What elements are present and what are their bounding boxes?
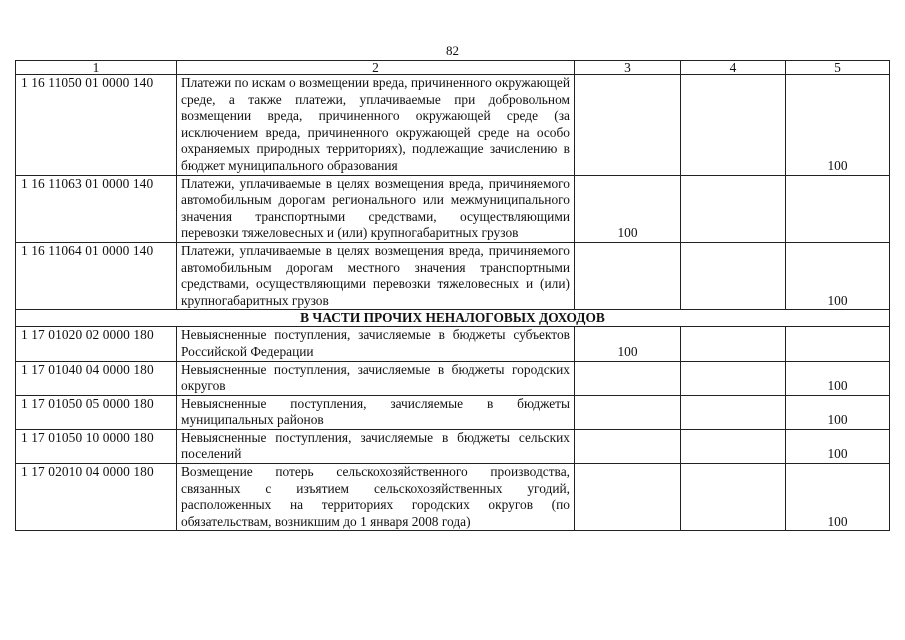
value-col-4 [681,395,786,429]
table-row [16,75,890,176]
value-col-4 [681,361,786,395]
value-col-4 [681,242,786,309]
column-number-row [16,61,890,75]
page-number: 82 [446,43,459,58]
table-row [16,242,890,309]
value-col-5: 100 [786,429,890,463]
value-col-5: 100 [786,464,890,531]
value-col-5: 100 [786,395,890,429]
budget-code: 1 16 11063 01 0000 140 [16,175,177,242]
column-header-2: 2 [177,61,575,75]
value-col-4 [681,464,786,531]
budget-code: 1 16 11050 01 0000 140 [16,75,177,176]
revenue-name: Платежи, уплачиваемые в целях возмещения вреда, причиняемого автомобильным дорогам регионального или межмуниципального значения транспортными средствами, осуществляющими перевозки тяжеловесных и (или) крупногабаритных грузов [177,175,575,242]
revenue-classification-table [15,60,890,531]
value-col-5: 100 [786,242,890,309]
revenue-name: Платежи, уплачиваемые в целях возмещения вреда, причиняемого автомобильным дорогам местного значения транспортными средствами, осуществляющими перевозки тяжеловесных и (или) крупногабаритных грузов [177,242,575,309]
section-heading: В ЧАСТИ ПРОЧИХ НЕНАЛОГОВЫХ ДОХОДОВ [16,310,890,327]
table-row [16,327,890,361]
column-header-5: 5 [786,61,890,75]
value-col-3: 100 [575,327,681,361]
value-col-4 [681,75,786,176]
budget-code: 1 17 01050 05 0000 180 [16,395,177,429]
value-col-5 [786,175,890,242]
section-heading-row [16,310,890,327]
revenue-name: Возмещение потерь сельскохозяйственного производства, связанных с изъятием сельскохозяйственных угодий, расположенных на территориях городских округов (по обязательствам, возникшим до 1 января 2008 года) [177,464,575,531]
value-col-3 [575,242,681,309]
value-col-5 [786,327,890,361]
value-col-3: 100 [575,175,681,242]
revenue-name: Платежи по искам о возмещении вреда, причиненного окружающей среде, а также платежи, уплачиваемые при добровольном возмещении вреда, причиненного окружающей среде (за исключением вреда, причиненного окружающей среде на особо охраняемых природных территориях), подлежащие зачислению в бюджет муниципального образования [177,75,575,176]
column-header-1: 1 [16,61,177,75]
budget-code: 1 16 11064 01 0000 140 [16,242,177,309]
budget-code: 1 17 01040 04 0000 180 [16,361,177,395]
value-col-3 [575,361,681,395]
value-col-4 [681,175,786,242]
budget-code: 1 17 01020 02 0000 180 [16,327,177,361]
value-col-5: 100 [786,75,890,176]
revenue-name: Невыясненные поступления, зачисляемые в бюджеты муниципальных районов [177,395,575,429]
table-row [16,429,890,463]
revenue-name: Невыясненные поступления, зачисляемые в бюджеты субъектов Российской Федерации [177,327,575,361]
budget-code: 1 17 01050 10 0000 180 [16,429,177,463]
revenue-name: Невыясненные поступления, зачисляемые в бюджеты городских округов [177,361,575,395]
table-row [16,175,890,242]
table-row [16,395,890,429]
value-col-3 [575,395,681,429]
value-col-3 [575,75,681,176]
value-col-3 [575,429,681,463]
column-header-3: 3 [575,61,681,75]
revenue-name: Невыясненные поступления, зачисляемые в бюджеты сельских поселений [177,429,575,463]
budget-code: 1 17 02010 04 0000 180 [16,464,177,531]
value-col-5: 100 [786,361,890,395]
table-row [16,361,890,395]
column-header-4: 4 [681,61,786,75]
value-col-4 [681,429,786,463]
value-col-3 [575,464,681,531]
table-row [16,464,890,531]
value-col-4 [681,327,786,361]
